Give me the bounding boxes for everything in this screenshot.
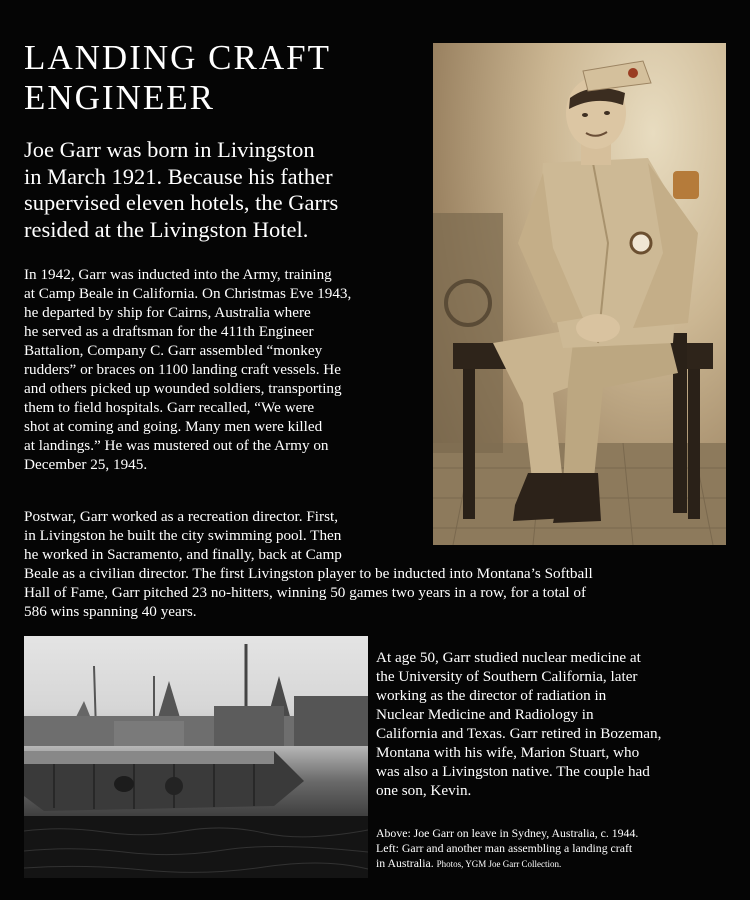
lead-paragraph — [24, 137, 424, 243]
photo-caption — [376, 826, 746, 872]
text-line: the University of Southern California, later — [376, 668, 638, 685]
text-line: Postwar, Garr worked as a recreation director. First, — [24, 508, 339, 525]
text-line: at landings.” He was mustered out of the Army on — [24, 437, 329, 454]
text-line: Battalion, Company C. Garr assembled “monkey — [24, 342, 323, 359]
text-line: one son, Kevin. — [376, 782, 472, 799]
text-line: Nuclear Medicine and Radiology in — [376, 706, 594, 723]
page-title — [24, 38, 434, 118]
caption-line — [376, 856, 746, 872]
text-line: he departed by ship for Cairns, Australia where — [24, 304, 311, 321]
lead-line: supervised eleven hotels, the Garrs — [24, 190, 339, 215]
text-line: At age 50, Garr studied nuclear medicine at — [376, 649, 641, 666]
craft-illustration — [24, 636, 368, 878]
text-line: Beale as a civilian director. The first Livingston player to be inducted into Montana’s Softball — [24, 565, 593, 582]
text-line: at Camp Beale in California. On Christmas Eve 1943, — [24, 285, 352, 302]
text-line: Hall of Fame, Garr pitched 23 no-hitters, winning 50 games two years in a row, for a total of — [24, 584, 587, 601]
text-line: In 1942, Garr was inducted into the Army, training — [24, 266, 332, 283]
text-line: them to field hospitals. Garr recalled, “We were — [24, 399, 315, 416]
later-life-paragraph — [376, 648, 746, 800]
text-line: 586 wins spanning 40 years. — [24, 603, 197, 620]
lead-line: Joe Garr was born in Livingston — [24, 137, 315, 162]
title-line: LANDING CRAFT — [24, 38, 331, 77]
lead-line: resided at the Livingston Hotel. — [24, 216, 309, 242]
text-line: and others picked up wounded soldiers, transporting — [24, 380, 342, 397]
text-line: in Livingston he built the city swimming pool. Then — [24, 527, 342, 544]
text-line: he served as a draftsman for the 411th Engineer — [24, 323, 314, 340]
caption-line: Above: Joe Garr on leave in Sydney, Australia, c. 1944. — [376, 826, 639, 840]
text-line: California and Texas. Garr retired in Bozeman, — [376, 725, 662, 742]
text-line: rudders” or braces on 1100 landing craft vessels. He — [24, 361, 342, 378]
text-line: he worked in Sacramento, and finally, back at Camp — [24, 546, 342, 563]
text-line: Montana with his wife, Marion Stuart, who — [376, 744, 640, 761]
caption-line: Left: Garr and another man assembling a landing craft — [376, 841, 633, 855]
text-line: was also a Livingston native. The couple had — [376, 763, 650, 780]
text-line: shot at coming and going. Many men were killed — [24, 418, 323, 435]
army-paragraph — [24, 265, 434, 474]
soldier-illustration — [433, 43, 726, 545]
caption-text: in Australia. — [376, 856, 437, 870]
title-line: ENGINEER — [24, 78, 215, 117]
landing-craft-photo — [24, 636, 368, 878]
text-line: working as the director of radiation in — [376, 687, 607, 704]
portrait-photo — [433, 43, 726, 545]
text-line: December 25, 1945. — [24, 456, 148, 473]
photo-credit: Photos, YGM Joe Garr Collection. — [436, 859, 562, 869]
lead-line: in March 1921. Because his father — [24, 163, 333, 189]
